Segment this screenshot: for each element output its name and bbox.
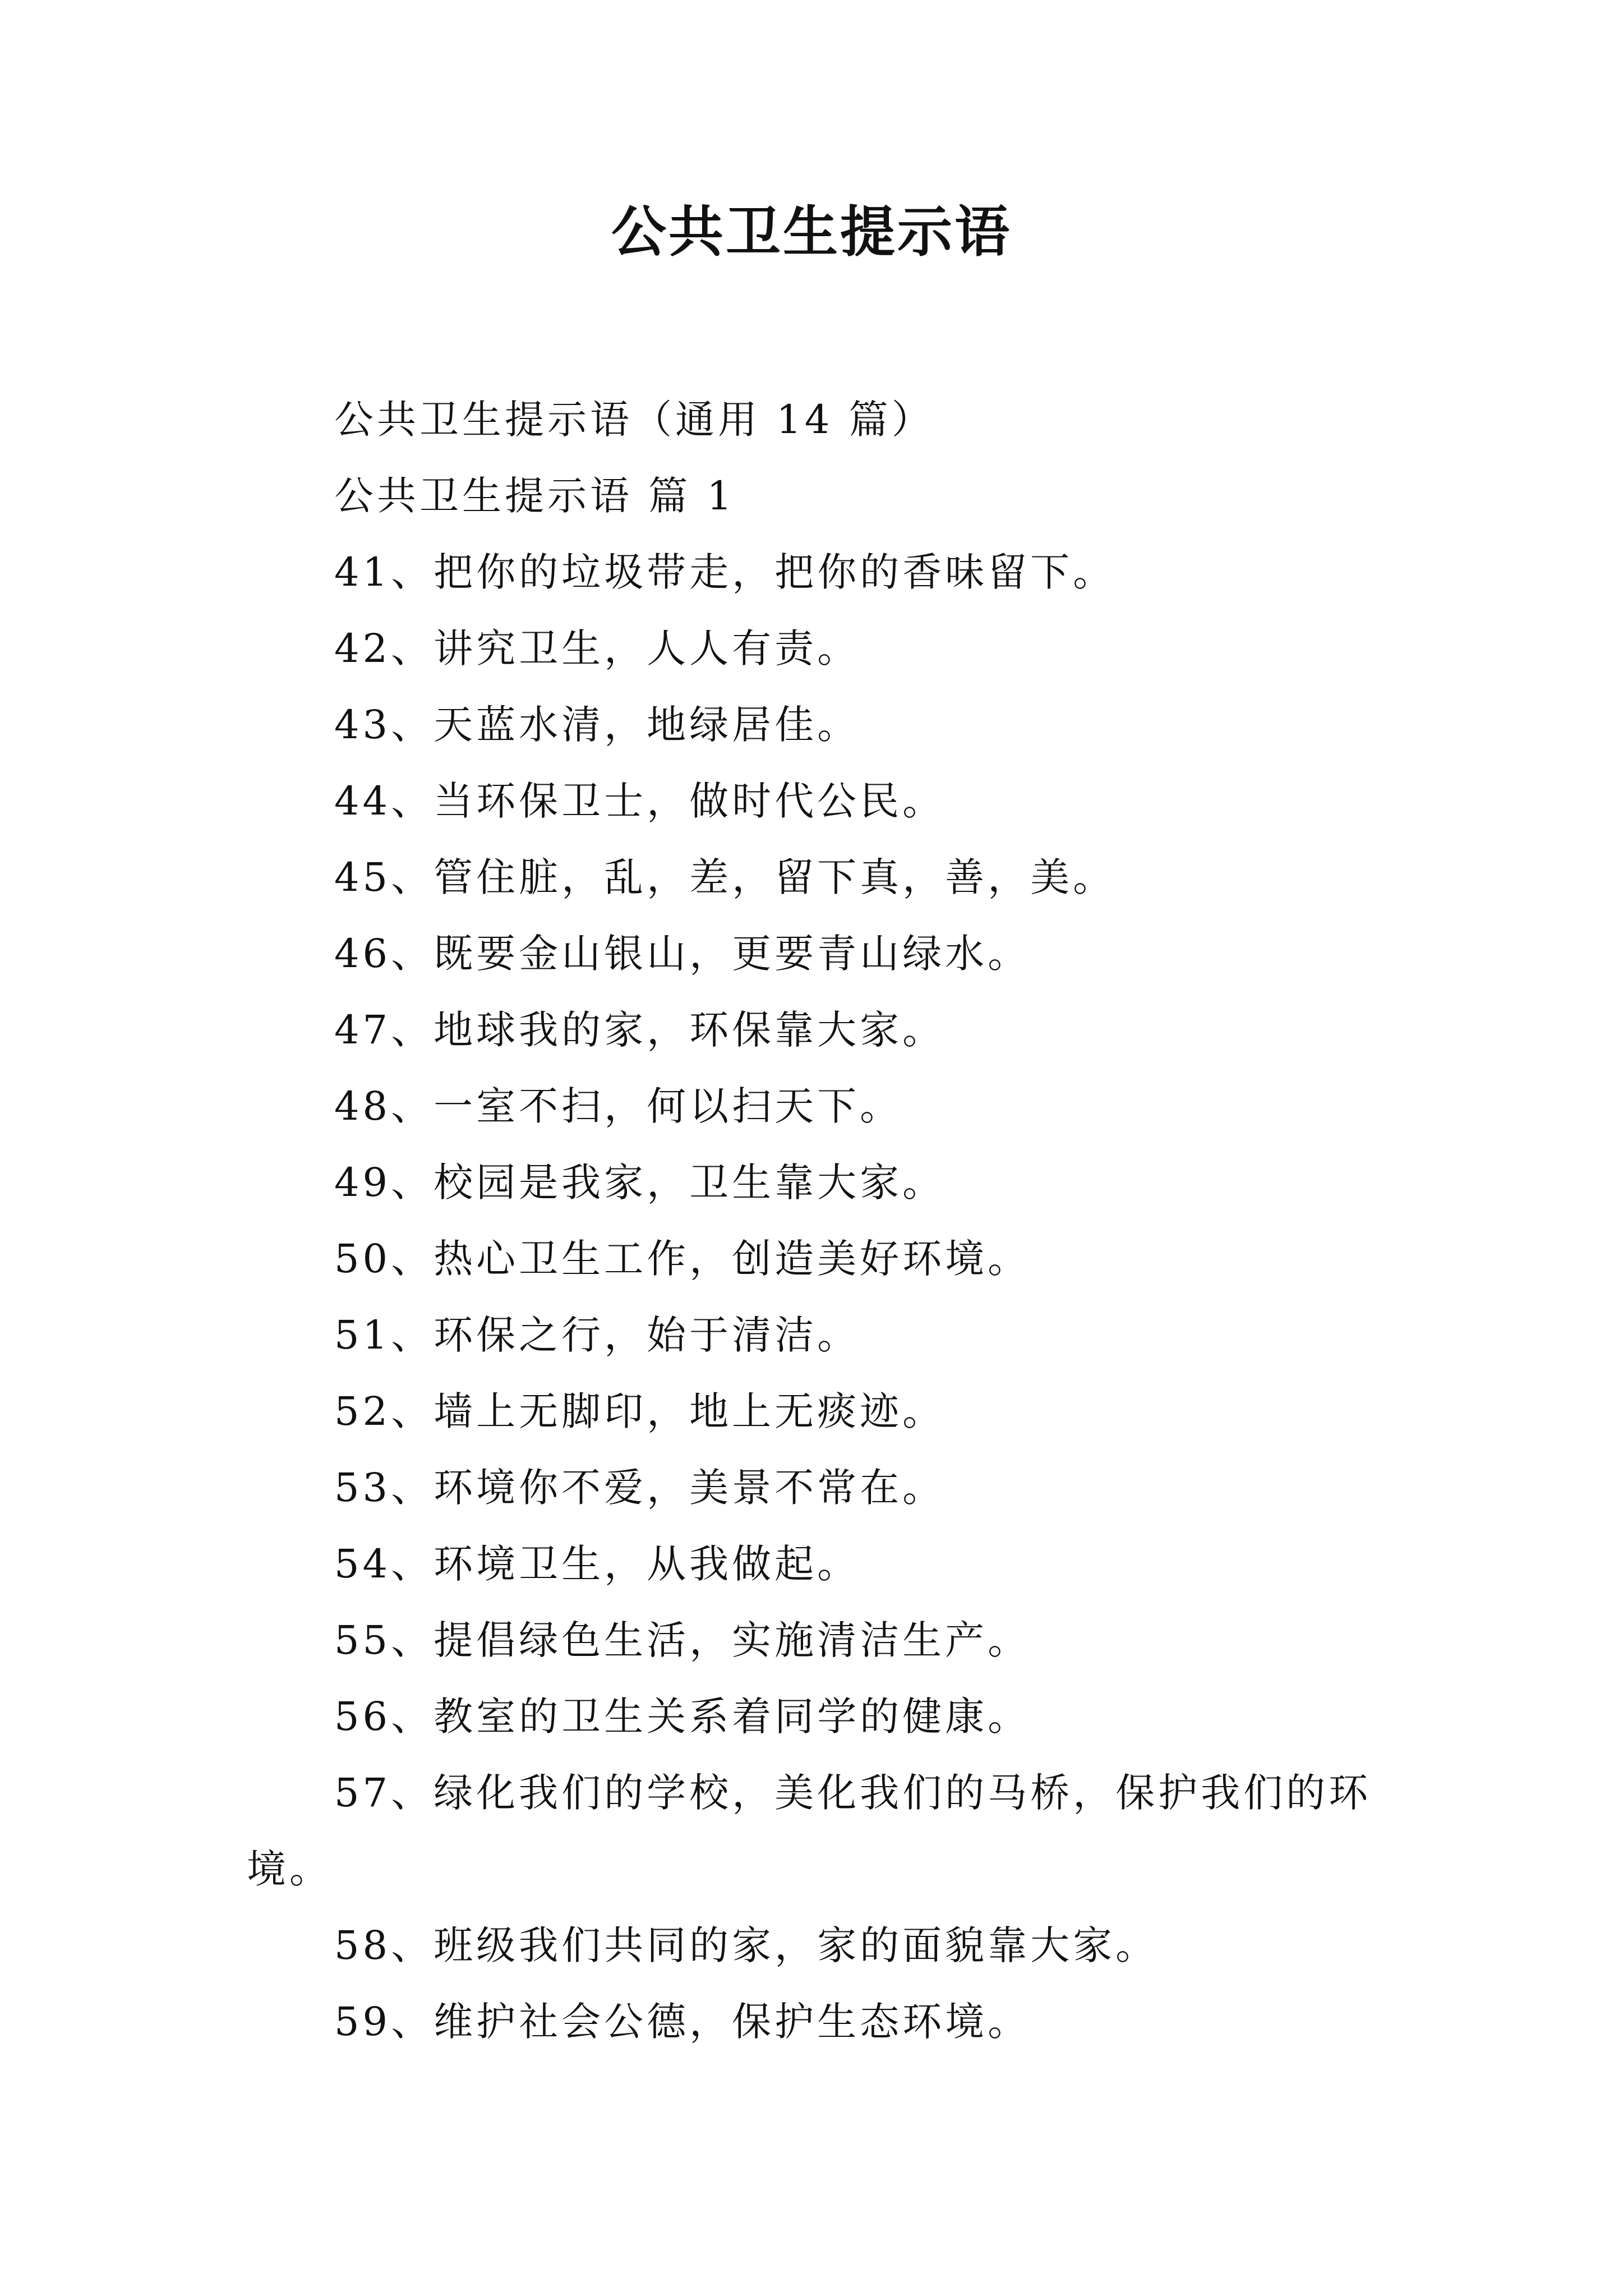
list-item: 53、环境你不爱，美景不常在。 [334, 1465, 946, 1511]
list-item: 52、墙上无脚印，地上无痰迹。 [334, 1388, 946, 1434]
list-item: 48、一室不扫，何以扫天下。 [334, 1083, 903, 1129]
list-item: 43、天蓝水清，地绿居佳。 [334, 702, 860, 748]
list-item: 45、管住脏，乱，差，留下真，善，美。 [334, 854, 1116, 900]
list-item: 49、校园是我家，卫生靠大家。 [334, 1159, 946, 1205]
section-heading: 公共卫生提示语 篇 1 [334, 473, 736, 519]
list-item: 58、班级我们共同的家，家的面貌靠大家。 [334, 1922, 1159, 1968]
list-item: 46、既要金山银山，更要青山绿水。 [334, 931, 1031, 977]
list-item: 57、绿化我们的学校，美化我们的马桥，保护我们的环境。 [247, 1770, 1372, 1892]
list-item: 54、环境卫生，从我做起。 [334, 1541, 860, 1587]
list-item: 42、讲究卫生，人人有责。 [334, 625, 860, 671]
list-item: 47、地球我的家，环保靠大家。 [334, 1007, 946, 1053]
document-title: 公共卫生提示语 [611, 200, 1012, 264]
document-body [247, 381, 1374, 2060]
list-item: 50、热心卫生工作，创造美好环境。 [334, 1236, 1031, 1282]
list-item: 51、环保之行，始于清洁。 [334, 1312, 860, 1358]
list-item: 59、维护社会公德，保护生态环境。 [334, 1999, 1031, 2045]
document-subtitle: 公共卫生提示语（通用 14 篇） [334, 397, 934, 443]
list-item: 56、教室的卫生关系着同学的健康。 [334, 1694, 1031, 1740]
list-item: 41、把你的垃圾带走，把你的香味留下。 [334, 549, 1116, 595]
list-item: 55、提倡绿色生活，实施清洁生产。 [334, 1617, 1031, 1663]
list-item: 44、当环保卫士，做时代公民。 [334, 778, 946, 824]
